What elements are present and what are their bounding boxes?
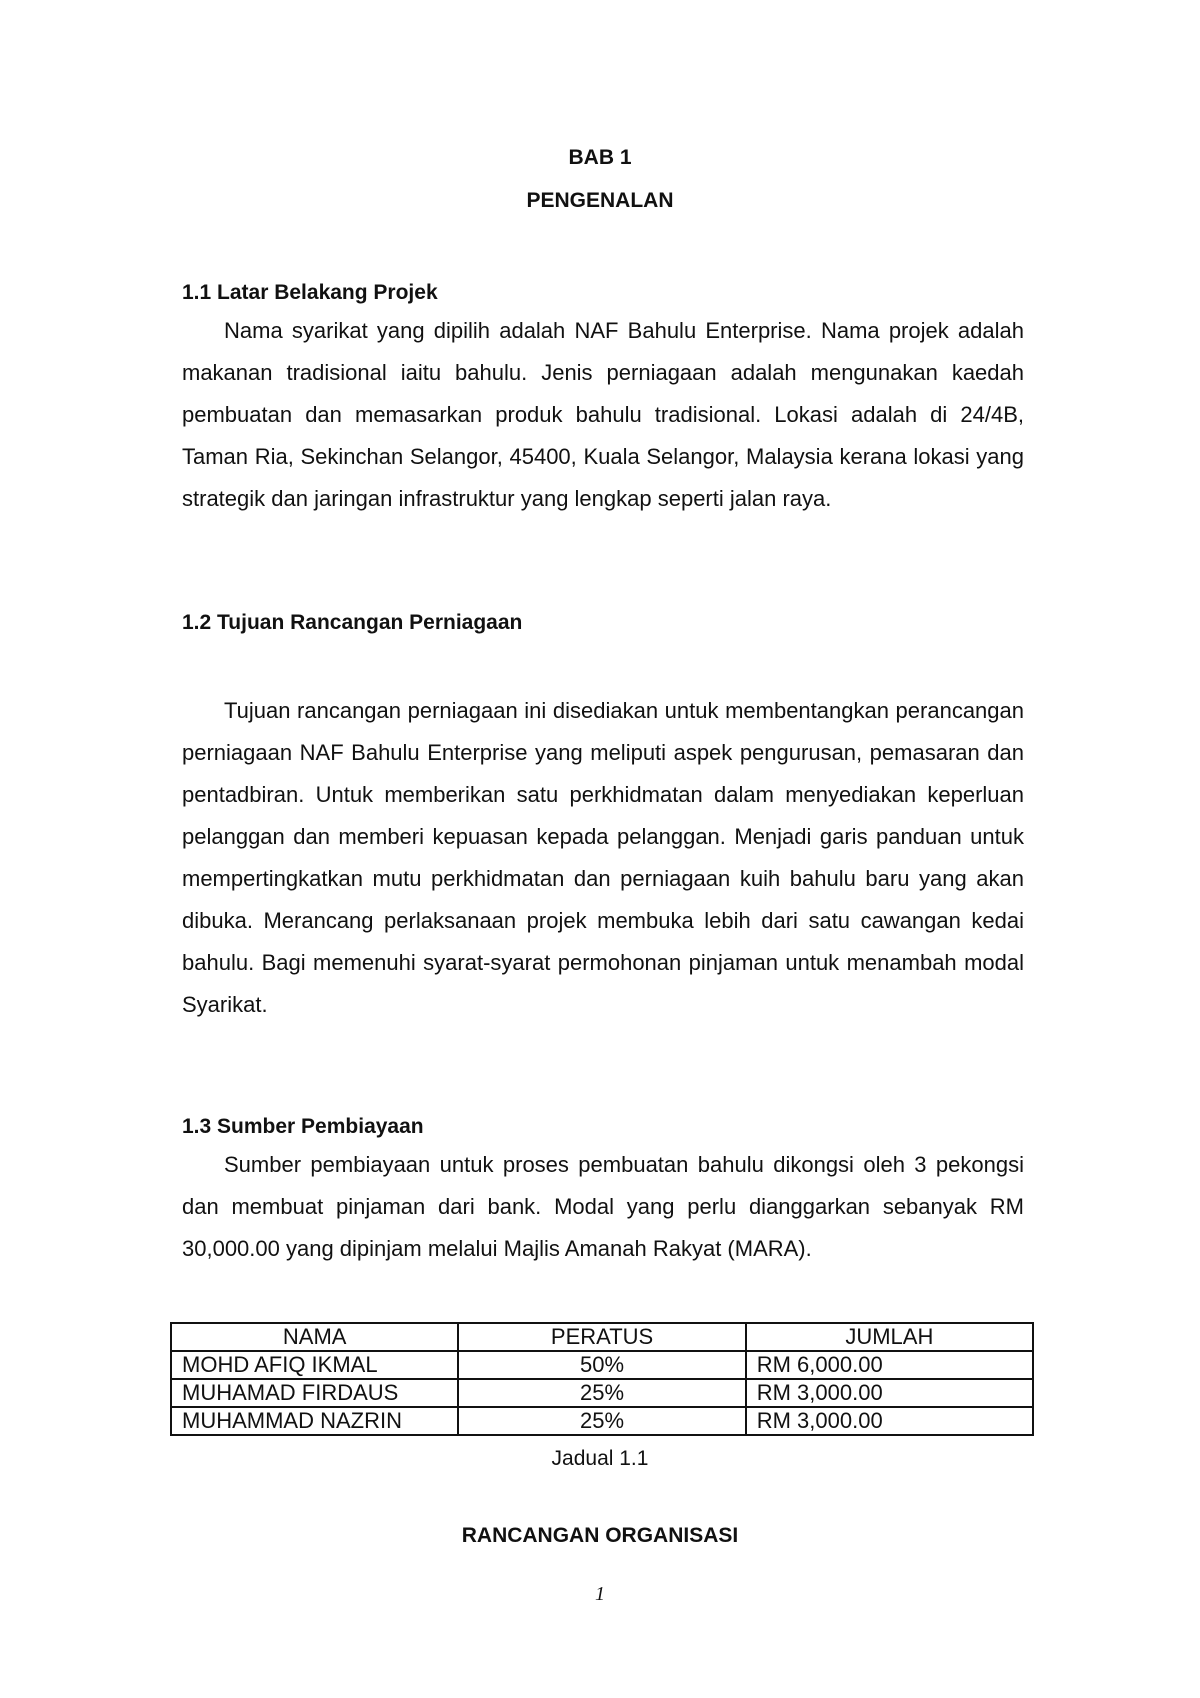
header-jumlah: JUMLAH (746, 1323, 1033, 1351)
table-row (171, 1379, 1033, 1407)
section-2-heading: 1.2 Tujuan Rancangan Perniagaan (182, 611, 523, 634)
header-peratus: PERATUS (458, 1323, 745, 1351)
table-caption: Jadual 1.1 (551, 1447, 649, 1470)
section-3-heading: 1.3 Sumber Pembiayaan (182, 1115, 424, 1138)
section-3-paragraph (182, 1144, 1024, 1270)
table-header-row (171, 1323, 1033, 1351)
section-1-text: Nama syarikat yang dipilih adalah NAF Bahulu Enterprise. Nama projek adalah makanan tradisional iaitu bahulu. Jenis perniagaan adalah mengunakan kaedah pembuatan dan memasarkan produk bahulu tradisional. Lokasi adalah di 24/4B, Taman Ria, Sekinchan Selangor, 45400, Kuala Selangor, Malaysia kerana lokasi yang strategik dan jaringan infrastruktur yang lengkap seperti jalan raya. (182, 318, 1024, 511)
cell-amount: RM 3,000.00 (746, 1407, 1033, 1435)
section-1-paragraph (182, 310, 1024, 520)
cell-name: MUHAMMAD NAZRIN (171, 1407, 458, 1435)
cell-percent: 25% (458, 1379, 745, 1407)
cell-amount: RM 3,000.00 (746, 1379, 1033, 1407)
cell-percent: 25% (458, 1407, 745, 1435)
table-row (171, 1407, 1033, 1435)
cell-name: MUHAMAD FIRDAUS (171, 1379, 458, 1407)
chapter-title: PENGENALAN (526, 189, 674, 212)
financing-table (170, 1322, 1034, 1436)
section-2-text: Tujuan rancangan perniagaan ini disediakan untuk membentangkan perancangan perniagaan NAF Bahulu Enterprise yang meliputi aspek pengurusan, pemasaran dan pentadbiran. Untuk memberikan satu perkhidmatan dalam menyediakan keperluan pelanggan dan memberi kepuasan kepada pelanggan. Menjadi garis panduan untuk mempertingkatkan mutu perkhidmatan dan perniagaan kuih bahulu baru yang akan dibuka. Merancang perlaksanaan projek membuka lebih dari satu cawangan kedai bahulu. Bagi memenuhi syarat-syarat permohonan pinjaman untuk menambah modal Syarikat. (182, 698, 1024, 1017)
page-number: 1 (595, 1583, 605, 1605)
header-nama: NAMA (171, 1323, 458, 1351)
cell-amount: RM 6,000.00 (746, 1351, 1033, 1379)
next-section-title: RANCANGAN ORGANISASI (461, 1524, 739, 1547)
chapter-number: BAB 1 (568, 146, 632, 169)
cell-name: MOHD AFIQ IKMAL (171, 1351, 458, 1379)
table-row (171, 1351, 1033, 1379)
section-1-heading: 1.1 Latar Belakang Projek (182, 281, 438, 304)
cell-percent: 50% (458, 1351, 745, 1379)
section-2-paragraph (182, 690, 1024, 1026)
section-3-text: Sumber pembiayaan untuk proses pembuatan bahulu dikongsi oleh 3 pekongsi dan membuat pinjaman dari bank. Modal yang perlu dianggarkan sebanyak RM 30,000.00 yang dipinjam melalui Majlis Amanah Rakyat (MARA). (182, 1152, 1024, 1261)
